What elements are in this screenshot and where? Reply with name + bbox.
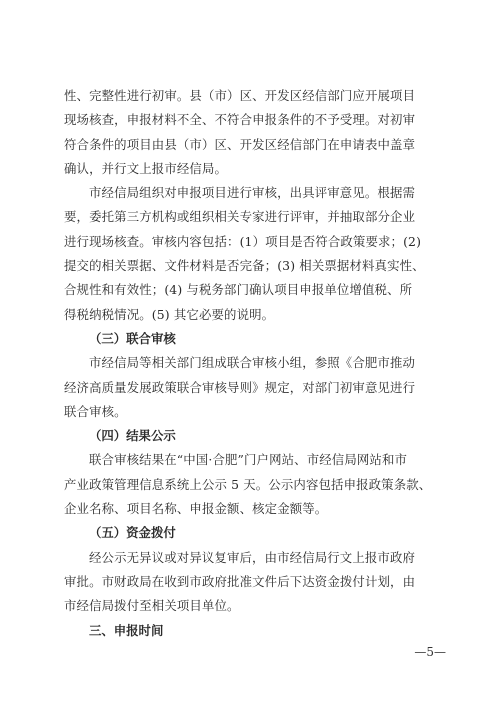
text-line: 提交的相关票据、文件材料是否完备；(3) 相关票据材料真实性、 (64, 258, 425, 274)
heading-result-publicity: （四）结果公示 (89, 428, 176, 444)
text-line: 市经信局组织对申报项目进行审核，出具评审意见。根据需 (89, 185, 416, 201)
page-number: —5— (414, 645, 446, 659)
text-line: 联合审核。 (64, 403, 127, 419)
text-line: 现场核查，申报材料不全、不符合申报条件的不予受理。对初审 (64, 112, 416, 128)
document-body (64, 84, 446, 643)
text-line: 市经信局拨付至相关项目单位。 (64, 598, 240, 614)
text-line: 性、完整性进行初审。县（市）区、开发区经信部门应开展项目 (64, 88, 416, 103)
text-line: 经济高质量发展政策联合审核导则》规定，对部门初审意见进行 (64, 379, 416, 395)
text-line: 联合审核结果在“中国·合肥”门户网站、市经信局网站和市 (89, 452, 408, 468)
section-heading-application-time: 三、申报时间 (89, 622, 164, 638)
paragraph-joint-review (64, 351, 446, 424)
text-line: 合规性和有效性；(4) 与税务部门确认项目申报单位增值税、所 (64, 282, 413, 298)
text-line: 进行现场核查。审核内容包括：(1）项目是否符合政策要求；(2) (64, 233, 422, 249)
text-line: 确认，并行文上报市经信局。 (64, 160, 228, 176)
text-line: 产业政策管理信息系统上公示 5 天。公示内容包括申报政策条款、 (64, 476, 432, 492)
paragraph-review-content (64, 181, 446, 327)
text-line: 审批。市财政局在收到市政府批准文件后下达资金拨付计划，由 (64, 573, 416, 589)
text-line: 经公示无异议或对异议复审后，由市经信局行文上报市政府 (89, 549, 416, 565)
heading-joint-review: （三）联合审核 (89, 330, 176, 346)
text-line: 市经信局等相关部门组成联合审核小组，参照《合肥市推动 (89, 355, 416, 371)
heading-fund-allocation: （五）资金拨付 (89, 525, 176, 541)
paragraph-result-publicity (64, 448, 446, 521)
text-line: 企业名称、项目名称、申报金额、核定金额等。 (64, 501, 328, 517)
text-line: 符合条件的项目由县（市）区、开发区经信部门在申请表中盖章 (64, 136, 416, 152)
paragraph-initial-review (64, 84, 446, 181)
text-line: 要，委托第三方机构或组织相关专家进行评审，并抽取部分企业 (64, 209, 416, 225)
paragraph-fund-allocation (64, 546, 446, 619)
text-line: 得税纳税情况。(5) 其它必要的说明。 (64, 306, 275, 322)
